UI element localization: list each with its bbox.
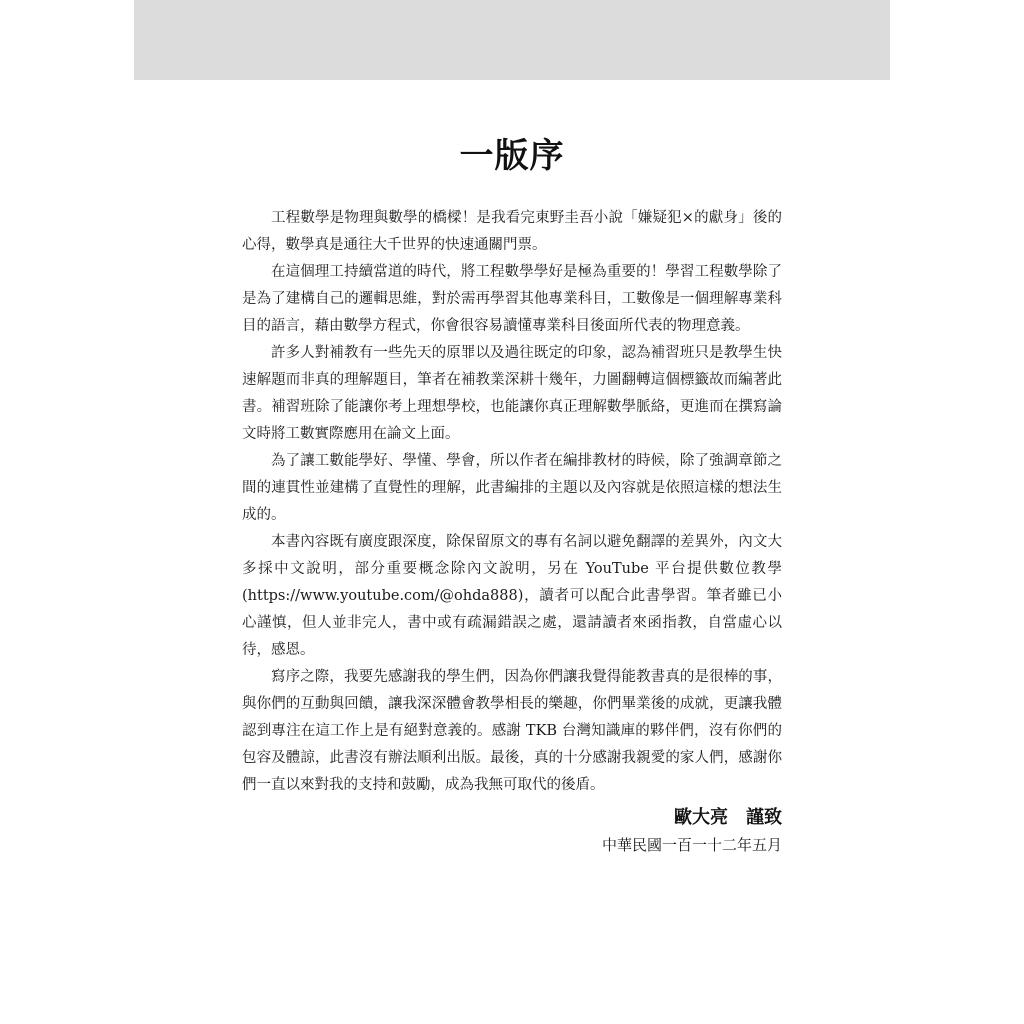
header-band — [134, 0, 890, 80]
publication-date: 中華民國一百一十二年五月 — [601, 836, 782, 854]
author-signature: 歐大亮 謹致 — [674, 807, 782, 828]
paragraph: 在這個理工持續當道的時代，將工程數學學好是極為重要的！學習工程數學除了是為了建構自己的邏輯思維，對於需再學習其他專業科目，工數像是一個理解專業科目的語言，藉由數學方程式，你會很容易讀懂專業科目後面所代表的物理意義。 — [242, 264, 782, 334]
paragraph: 許多人對補教有一些先天的原罪以及過往既定的印象，認為補習班只是教學生快速解題而非真的理解題目，筆者在補教業深耕十幾年，力圖翻轉這個標籤故而編著此書。補習班除了能讓你考上理想學校，也能讓你真正理解數學脈絡，更進而在撰寫論文時將工數實際應用在論文上面。 — [242, 345, 782, 442]
paragraph: 工程數學是物理與數學的橋樑！是我看完東野圭吾小說「嫌疑犯×的獻身」後的心得，數學真是通往大千世界的快速通關門票。 — [242, 210, 782, 253]
paragraph: 本書內容既有廣度跟深度，除保留原文的專有名詞以避免翻譯的差異外，內文大多採中文說明，部分重要概念除內文說明，另在 YouTube 平台提供數位教學(https://www.youtube.com/@ohda888)，讀者可以配合此書學習。筆者雖已小心謹慎，但人並非完人，書中或有疏漏錯誤之處，還請讀者來函指教，自當虛心以待，感恩。 — [242, 534, 782, 658]
paragraph: 為了讓工數能學好、學懂、學會，所以作者在編排教材的時候，除了強調章節之間的連貫性並建構了直覺性的理解，此書編排的主題以及內容就是依照這樣的想法生成的。 — [242, 453, 782, 523]
paragraph: 寫序之際，我要先感謝我的學生們，因為你們讓我覺得能教書真的是很棒的事，與你們的互動與回饋，讓我深深體會教學相長的樂趣，你們畢業後的成就，更讓我體認到專注在這工作上是有絕對意義的。感謝 TKB 台灣知識庫的夥伴們，沒有你們的包容及體諒，此書沒有辦法順利出版。最後，真的十分感謝我親愛的家人們，感謝你們一直以來對我的支持和鼓勵，成為我無可取代的後盾。 — [242, 669, 782, 793]
preface-body — [242, 205, 782, 799]
page-title: 一版序 — [459, 136, 565, 176]
